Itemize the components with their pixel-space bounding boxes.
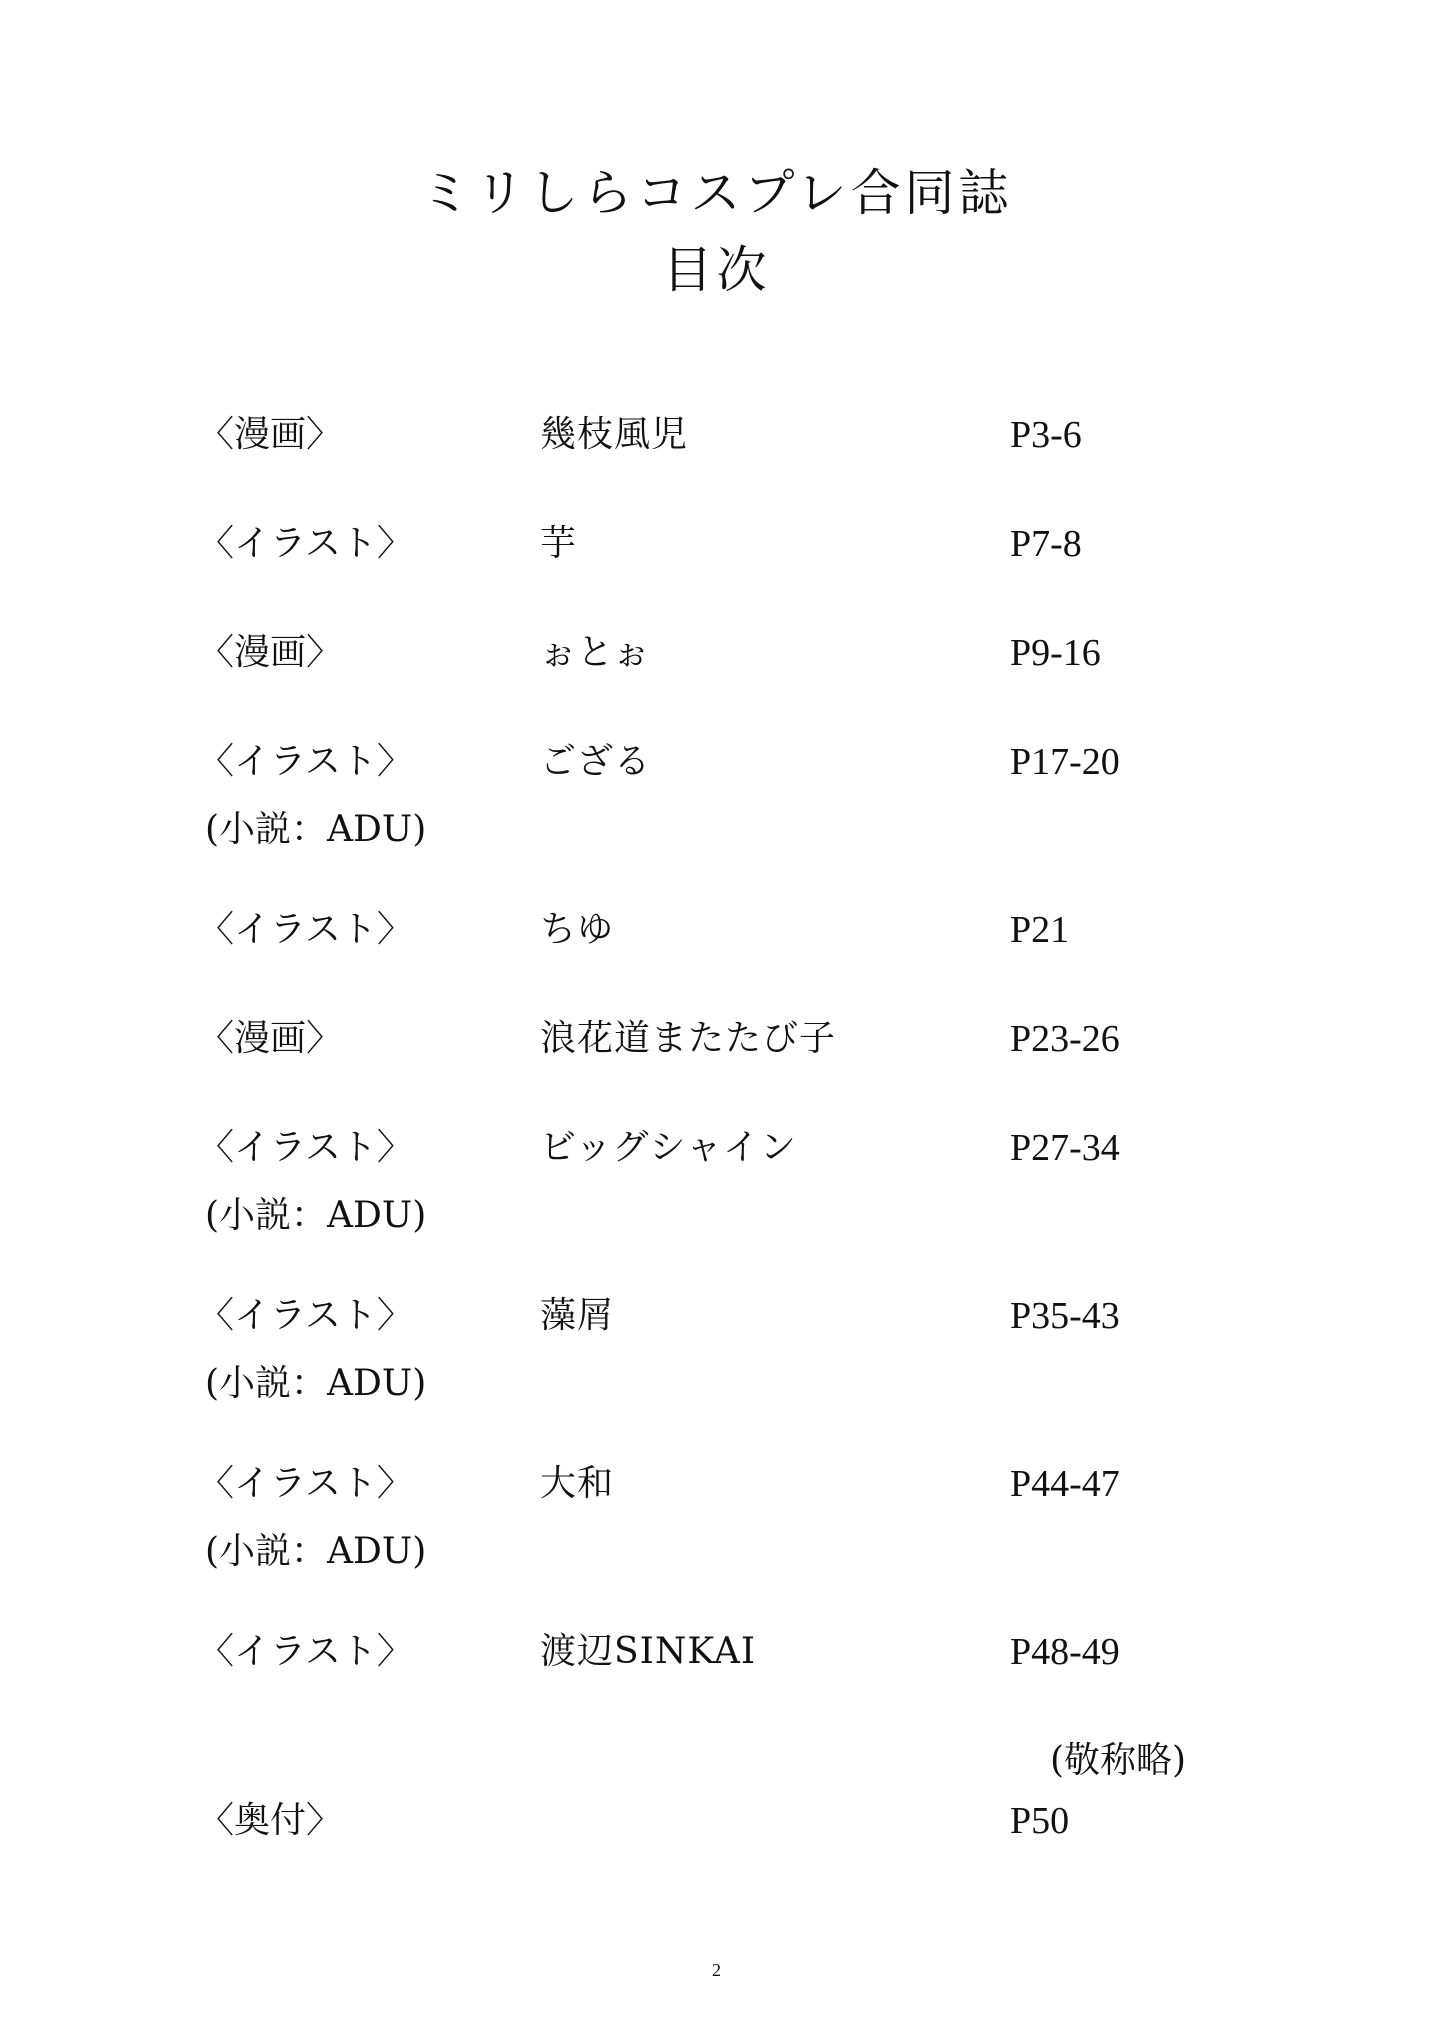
- entry-category: 〈イラスト〉: [198, 1463, 413, 1504]
- entry-category: 〈イラスト〉: [198, 1127, 413, 1168]
- entry-category: 〈漫画〉: [198, 632, 343, 673]
- entry-pages: P21: [1010, 909, 1070, 951]
- book-title: ミリしらコスプレ合同誌: [420, 164, 1013, 222]
- entry-author: ござる: [540, 741, 652, 782]
- entry-author: ちゆ: [540, 909, 615, 950]
- entry-category: 〈漫画〉: [198, 1018, 343, 1059]
- entry-pages: P44-47: [1010, 1463, 1120, 1505]
- honorific-note: (敬称略): [1050, 1740, 1187, 1781]
- entry-pages: P50: [1010, 1800, 1070, 1842]
- entry-category: 〈イラスト〉: [198, 523, 413, 564]
- entry-pages: P9-16: [1010, 632, 1101, 674]
- entry-pages: P27-34: [1010, 1127, 1120, 1169]
- page-number: 2: [712, 1960, 721, 1980]
- entry-subcredit: (小説：ADU): [205, 1531, 427, 1572]
- entry-author: 大和: [540, 1463, 615, 1504]
- entry-pages: P23-26: [1010, 1018, 1120, 1060]
- entry-subcredit: (小説：ADU): [205, 1195, 427, 1236]
- entry-author: 幾枝風児: [540, 414, 689, 455]
- entry-author: 渡辺SINKAI: [540, 1631, 757, 1672]
- toc-heading: 目次: [662, 241, 771, 299]
- entry-category: 〈奥付〉: [198, 1800, 343, 1841]
- entry-category: 〈イラスト〉: [198, 741, 413, 782]
- entry-pages: P48-49: [1010, 1631, 1120, 1673]
- entry-author: ビッグシャイン: [540, 1127, 797, 1168]
- entry-category: 〈イラスト〉: [198, 1295, 413, 1336]
- entry-category: 〈イラスト〉: [198, 1631, 413, 1672]
- entry-category: 〈漫画〉: [198, 414, 343, 455]
- entry-subcredit: (小説：ADU): [205, 1363, 427, 1404]
- entry-author: 藻屑: [540, 1295, 615, 1336]
- entry-pages: P3-6: [1010, 414, 1082, 456]
- entry-author: ぉとぉ: [540, 632, 651, 673]
- entry-category: 〈イラスト〉: [198, 909, 413, 950]
- entry-subcredit: (小説：ADU): [205, 809, 427, 850]
- entry-author: 芋: [540, 523, 578, 564]
- entry-pages: P7-8: [1010, 523, 1082, 565]
- entry-pages: P17-20: [1010, 741, 1120, 783]
- entry-pages: P35-43: [1010, 1295, 1120, 1337]
- entry-author: 浪花道またたび子: [540, 1018, 837, 1059]
